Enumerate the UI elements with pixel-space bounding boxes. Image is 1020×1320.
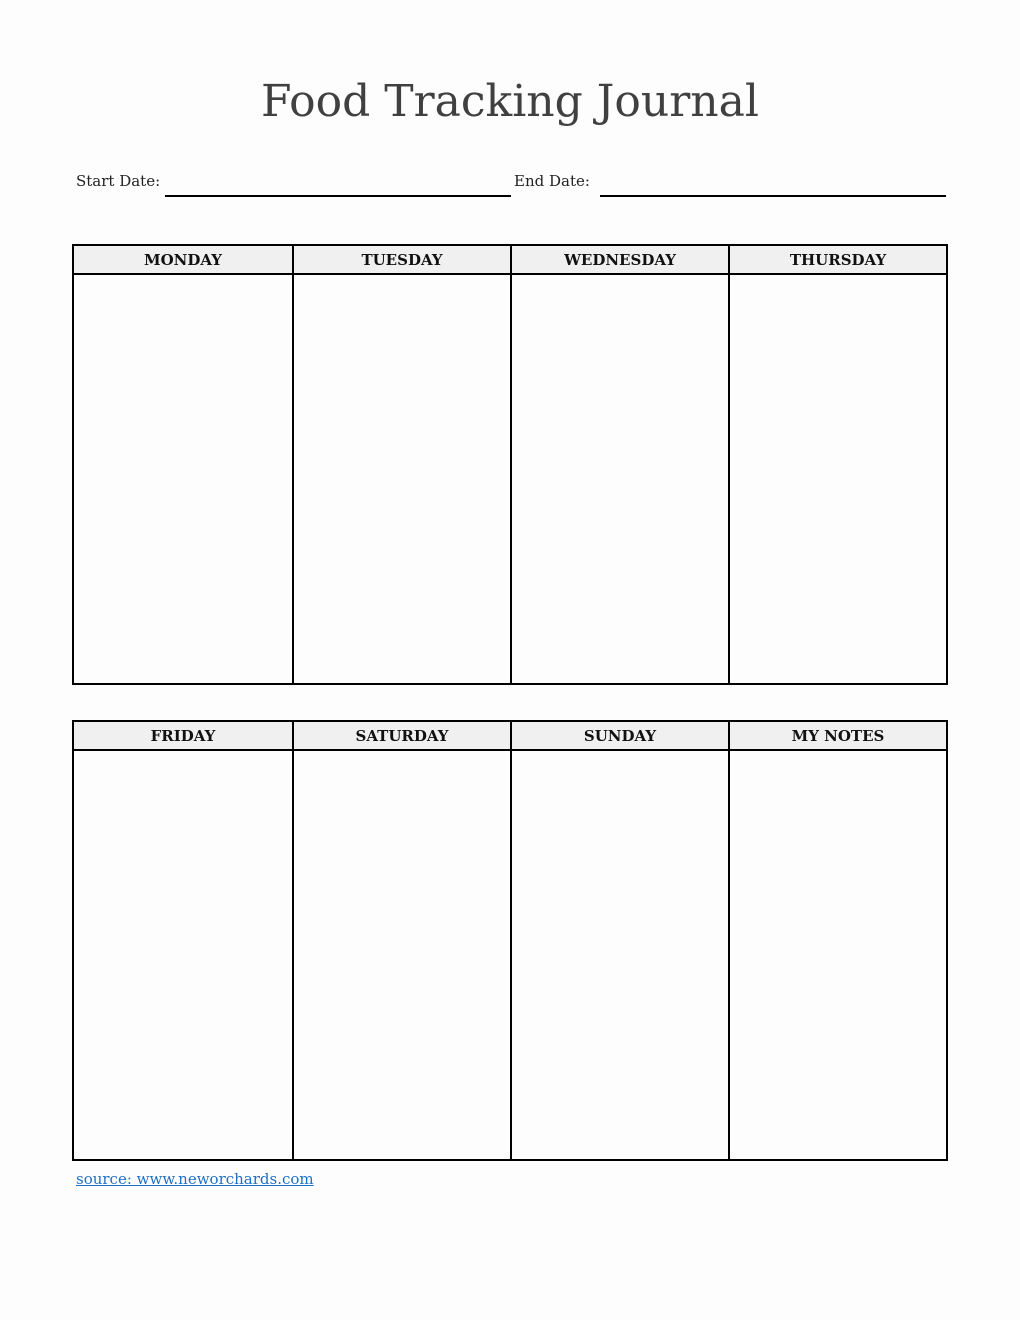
column-header-thursday: THURSDAY [729, 245, 947, 274]
column-header-wednesday: WEDNESDAY [511, 245, 729, 274]
start-date-field[interactable] [165, 195, 511, 197]
week-table-mon-thu [72, 244, 948, 685]
entry-cell-thursday[interactable] [729, 274, 947, 684]
entry-cell-friday[interactable] [73, 750, 293, 1160]
column-header-sunday: SUNDAY [511, 721, 729, 750]
week-table-fri-notes [72, 720, 948, 1161]
column-header-monday: MONDAY [73, 245, 293, 274]
entry-cell-tuesday[interactable] [293, 274, 511, 684]
start-date-label: Start Date: [76, 172, 161, 190]
table-row [73, 750, 947, 1160]
column-header-tuesday: TUESDAY [293, 245, 511, 274]
entry-cell-wednesday[interactable] [511, 274, 729, 684]
entry-cell-monday[interactable] [73, 274, 293, 684]
entry-cell-my-notes[interactable] [729, 750, 947, 1160]
end-date-label: End Date: [514, 172, 590, 190]
date-range-row [76, 170, 946, 200]
page-title: Food Tracking Journal [261, 76, 759, 127]
column-header-my-notes: MY NOTES [729, 721, 947, 750]
table-header-row [73, 721, 947, 750]
entry-cell-saturday[interactable] [293, 750, 511, 1160]
entry-cell-sunday[interactable] [511, 750, 729, 1160]
source-link[interactable]: source: www.neworchards.com [76, 1170, 314, 1188]
column-header-saturday: SATURDAY [293, 721, 511, 750]
table-row [73, 274, 947, 684]
table-header-row [73, 245, 947, 274]
end-date-field[interactable] [600, 195, 946, 197]
column-header-friday: FRIDAY [73, 721, 293, 750]
